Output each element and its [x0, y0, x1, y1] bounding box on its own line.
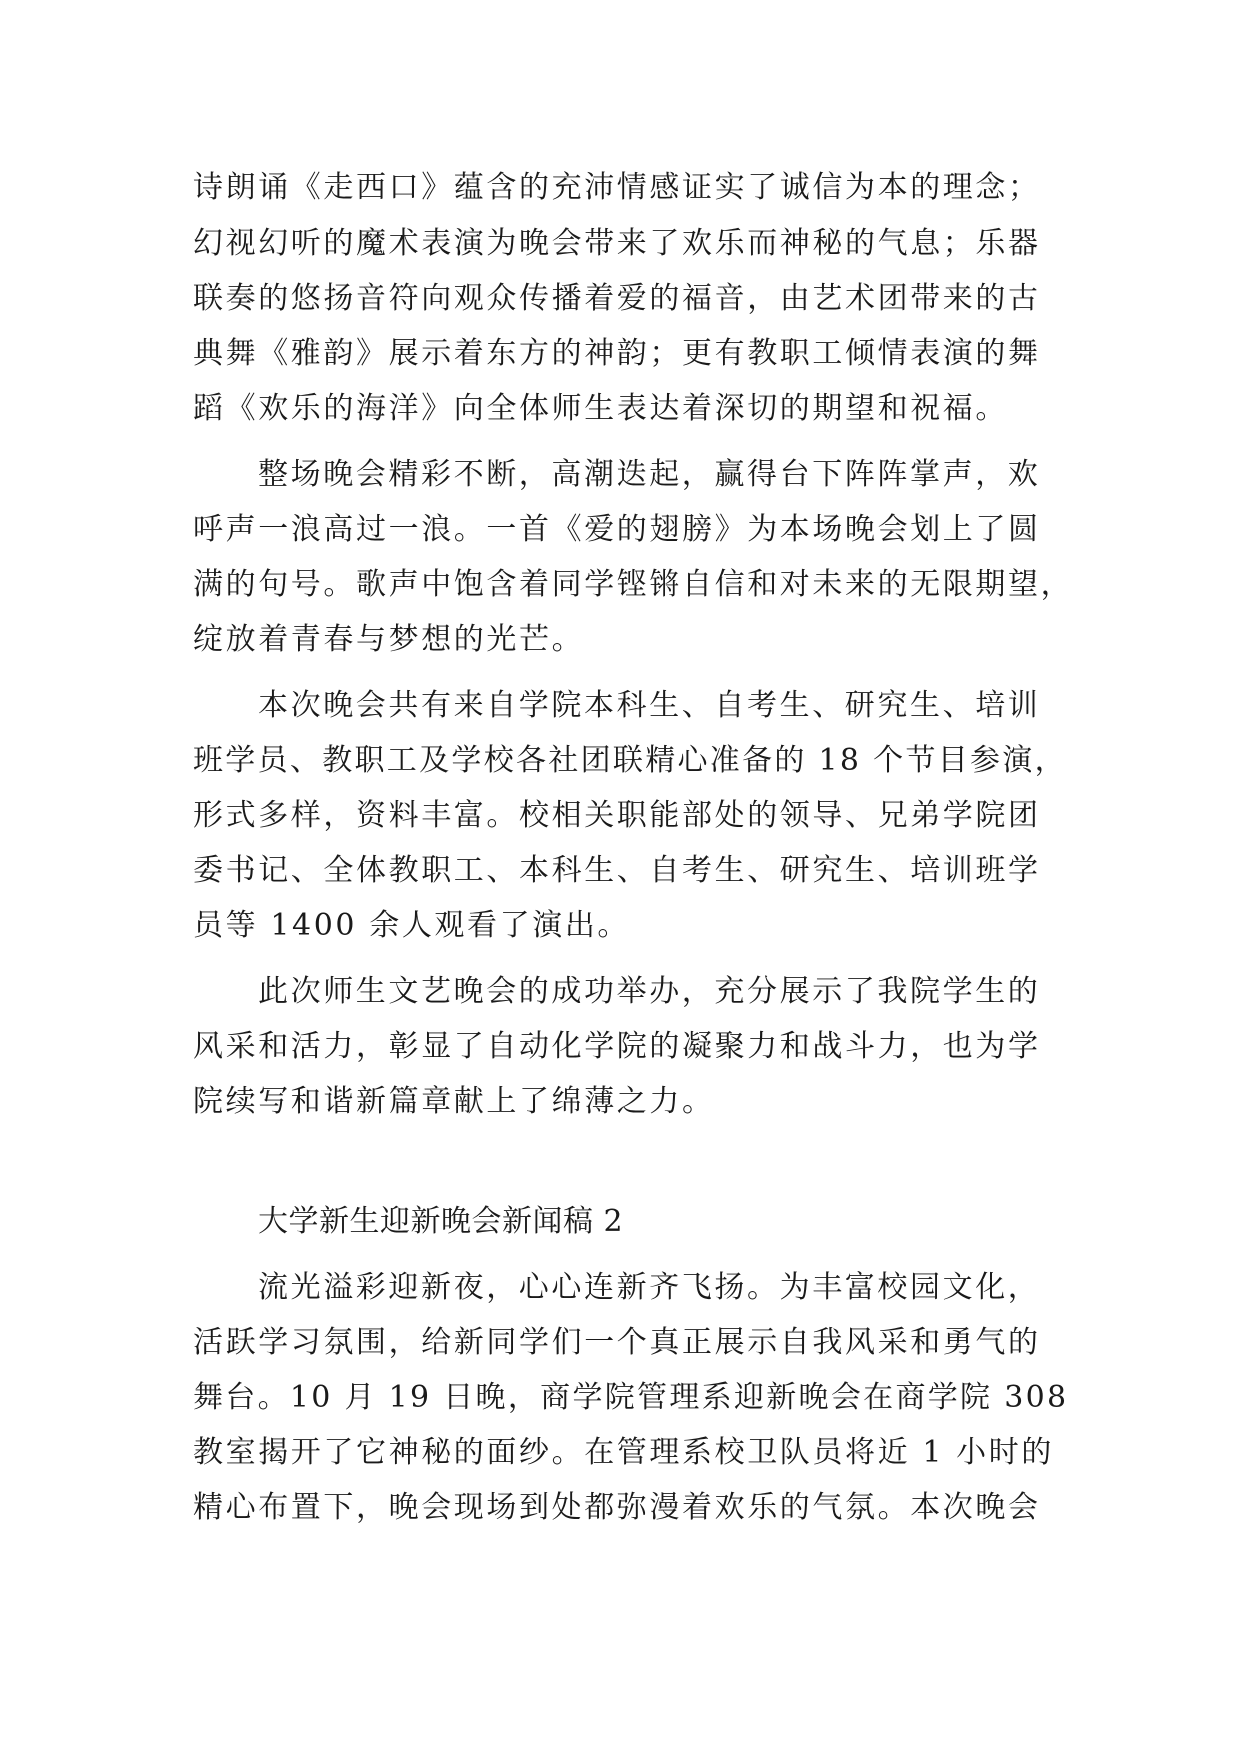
text-line: 联奏的悠扬音符向观众传播着爱的福音，由艺术团带来的古 [193, 281, 1041, 316]
text-line: 风采和活力，彰显了自动化学院的凝聚力和战斗力，也为学 [193, 1029, 1041, 1064]
text-line: 精心布置下，晚会现场到处都弥漫着欢乐的气氛。本次晚会 [193, 1490, 1041, 1525]
text-line: 整场晚会精彩不断，高潮迭起，赢得台下阵阵掌声，欢 [258, 457, 1041, 492]
text-line: 教室揭开了它神秘的面纱。在管理系校卫队员将近 1 小时的 [193, 1435, 1054, 1470]
text-line: 绽放着青春与梦想的光芒。 [193, 622, 585, 657]
text-line: 班学员、教职工及学校各社团联精心准备的 18 个节目参演， [193, 743, 1067, 778]
text-line: 员等 1400 余人观看了演出。 [193, 908, 631, 943]
text-line: 幻视幻听的魔术表演为晚会带来了欢乐而神秘的气息；乐器 [193, 226, 1041, 261]
text-line: 舞台。10 月 19 日晚，商学院管理系迎新晚会在商学院 308 [193, 1380, 1069, 1415]
text-line: 形式多样，资料丰富。校相关职能部处的领导、兄弟学院团 [193, 798, 1041, 833]
text-line: 院续写和谐新篇章献上了绵薄之力。 [193, 1084, 715, 1119]
text-line: 此次师生文艺晚会的成功举办，充分展示了我院学生的 [258, 974, 1041, 1009]
text-line: 典舞《雅韵》展示着东方的神韵；更有教职工倾情表演的舞 [193, 336, 1041, 371]
text-line: 蹈《欢乐的海洋》向全体师生表达着深切的期望和祝福。 [193, 391, 1008, 426]
text-line: 诗朗诵《走西口》蕴含的充沛情感证实了诚信为本的理念； [193, 170, 1041, 205]
text-line: 委书记、全体教职工、本科生、自考生、研究生、培训班学 [193, 853, 1041, 888]
text-line: 活跃学习氛围，给新同学们一个真正展示自我风采和勇气的 [193, 1325, 1041, 1360]
text-line: 呼声一浪高过一浪。一首《爱的翅膀》为本场晚会划上了圆 [193, 512, 1041, 547]
text-line: 本次晚会共有来自学院本科生、自考生、研究生、培训 [258, 688, 1041, 723]
text-line: 满的句号。歌声中饱含着同学铿锵自信和对未来的无限期望， [193, 567, 1074, 602]
text-line: 流光溢彩迎新夜，心心连新齐飞扬。为丰富校园文化， [258, 1270, 1041, 1305]
section-heading: 大学新生迎新晚会新闻稿 2 [258, 1204, 624, 1239]
